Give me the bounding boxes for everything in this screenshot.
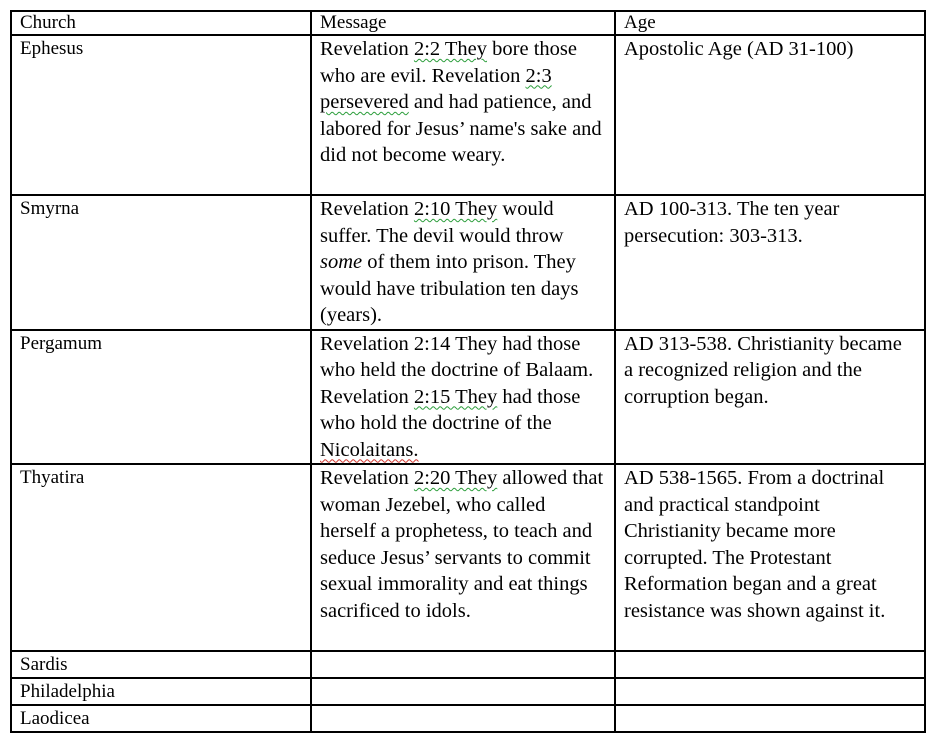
table-row <box>11 678 925 705</box>
church-cell: Ephesus <box>11 35 311 195</box>
age-cell: Apostolic Age (AD 31-100) <box>615 35 925 195</box>
table-row <box>11 464 925 651</box>
spellcheck-flagged-text: 2:3 persevered <box>320 64 552 113</box>
age-cell <box>615 678 925 705</box>
message-cell <box>311 651 615 678</box>
table-row <box>11 705 925 732</box>
church-cell: Sardis <box>11 651 311 678</box>
message-cell: Revelation 2:2 They bore those who are evil. Revelation 2:3 persevered and had patience, and labored for Jesus’ name's sake and did not become weary. <box>311 35 615 195</box>
spellcheck-flagged-text: 2:2 They <box>413 38 488 60</box>
spellcheck-flagged-text: Nicolaitans. <box>320 438 419 461</box>
message-cell: Revelation 2:20 They allowed that woman Jezebel, who called herself a prophetess, to teach and seduce Jesus’ servants to commit sexual immorality and eat things sacrificed to idols. <box>311 464 615 651</box>
header-age: Age <box>615 11 925 35</box>
table-row <box>11 195 925 330</box>
table-row <box>11 651 925 678</box>
church-ages-table <box>10 10 926 733</box>
message-cell: Revelation 2:10 They would suffer. The devil would throw some of them into prison. They would have tribulation ten days (years). <box>311 195 615 330</box>
age-cell: AD 538-1565. From a doctrinal and practical standpoint Christianity became more corrupted. The Protestant Reformation began and a great resistance was shown against it. <box>615 464 925 651</box>
italic-text: some <box>320 251 363 273</box>
message-cell <box>311 705 615 732</box>
church-cell: Smyrna <box>11 195 311 330</box>
age-cell: AD 100-313. The ten year persecution: 303-313. <box>615 195 925 330</box>
church-cell: Philadelphia <box>11 678 311 705</box>
age-cell: AD 313-538. Christianity became a recognized religion and the corruption began. <box>615 330 925 465</box>
header-row <box>11 11 925 35</box>
spellcheck-flagged-text: 2:20 They <box>413 467 498 489</box>
church-cell: Thyatira <box>11 464 311 651</box>
spellcheck-flagged-text: 2:15 They <box>413 385 498 408</box>
age-cell <box>615 651 925 678</box>
header-message: Message <box>311 11 615 35</box>
age-cell <box>615 705 925 732</box>
church-cell: Laodicea <box>11 705 311 732</box>
church-cell: Pergamum <box>11 330 311 465</box>
spellcheck-flagged-text: 2:10 They <box>413 198 498 220</box>
header-church: Church <box>11 11 311 35</box>
message-cell: Revelation 2:14 They had those who held the doctrine of Balaam. Revelation 2:15 They had those who hold the doctrine of the Nicolaitans. <box>311 330 615 465</box>
message-cell <box>311 678 615 705</box>
table-row <box>11 330 925 465</box>
table-row <box>11 35 925 195</box>
